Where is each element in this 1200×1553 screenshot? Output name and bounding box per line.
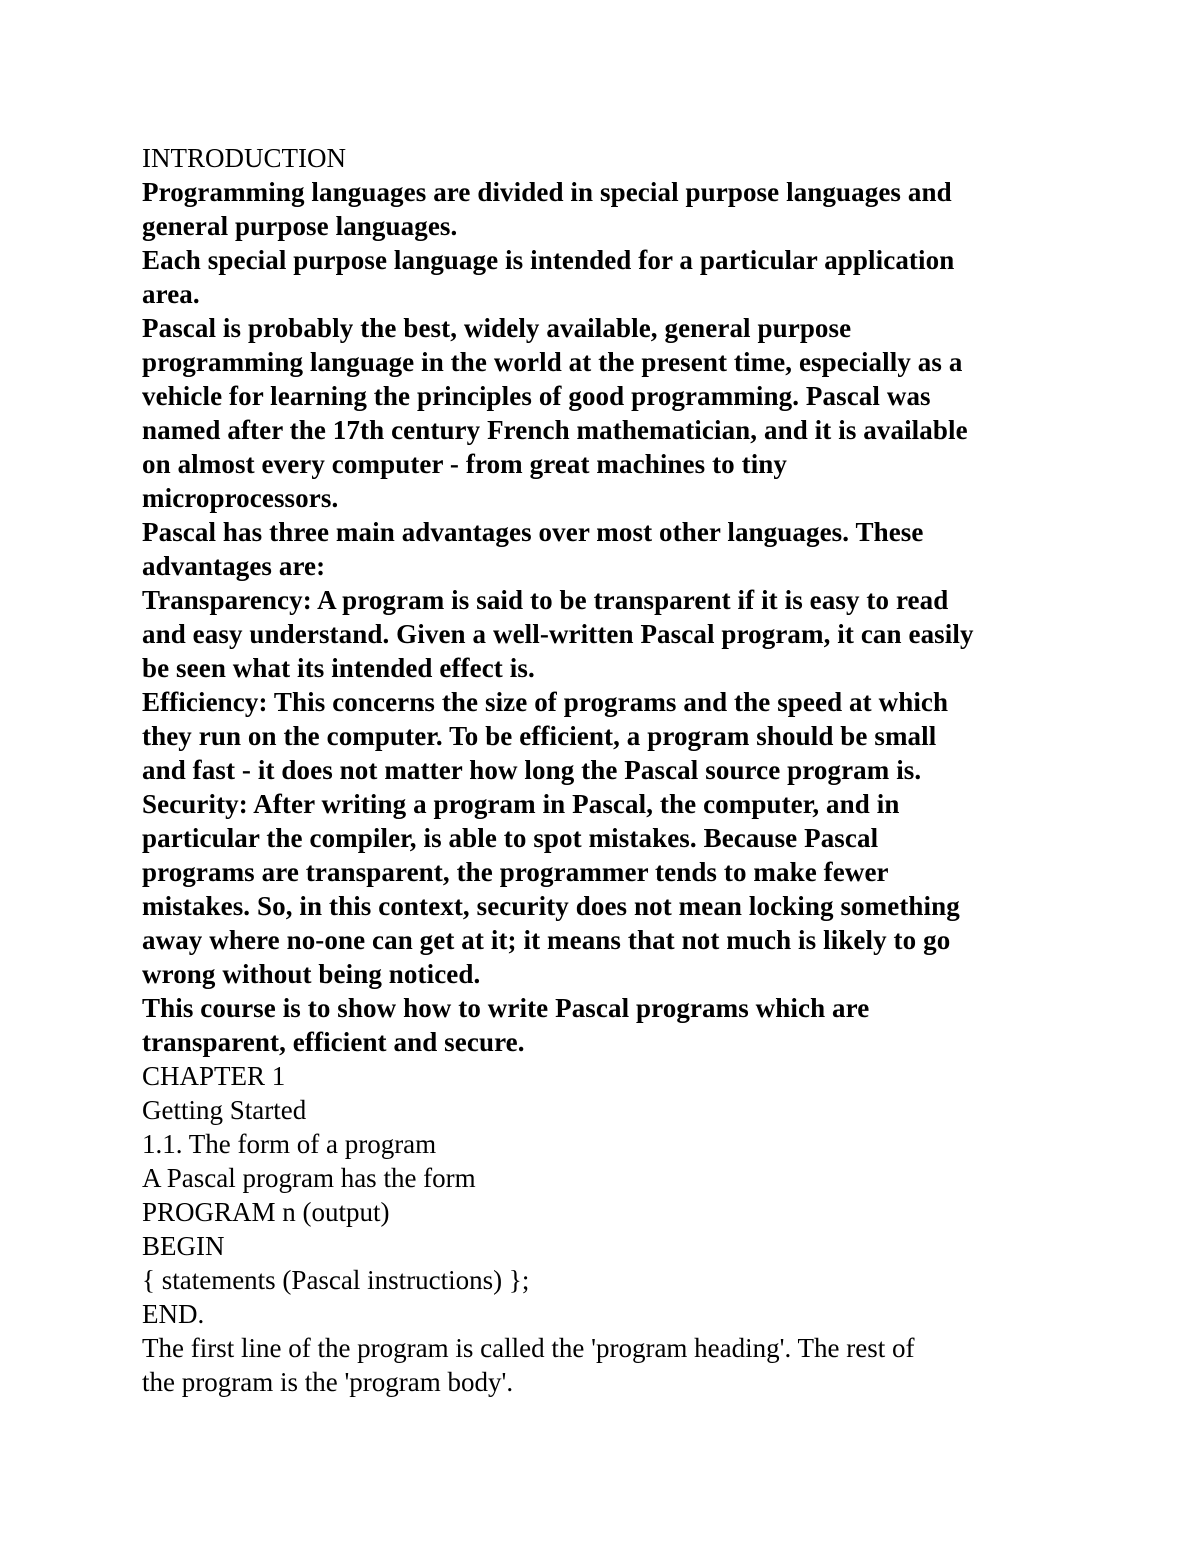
intro-line: Transparency: A program is said to be transparent if it is easy to read (142, 585, 949, 615)
intro-line: area. (142, 279, 200, 309)
intro-line: general purpose languages. (142, 211, 458, 241)
intro-line: named after the 17th century French mathematician, and it is available (142, 415, 968, 445)
intro-line: vehicle for learning the principles of good programming. Pascal was (142, 381, 931, 411)
intro-line: on almost every computer - from great machines to tiny (142, 449, 788, 479)
section-heading: 1.1. The form of a program (142, 1129, 437, 1159)
intro-line: mistakes. So, in this context, security does not mean locking something (142, 891, 960, 921)
chapter-line: the program is the 'program body'. (142, 1367, 514, 1397)
intro-line: Programming languages are divided in special purpose languages and (142, 177, 952, 207)
intro-line: Each special purpose language is intended for a particular application (142, 245, 955, 275)
intro-line: particular the compiler, is able to spot mistakes. Because Pascal (142, 823, 879, 853)
intro-line: and fast - it does not matter how long the Pascal source program is. (142, 755, 922, 785)
intro-line: they run on the computer. To be efficient, a program should be small (142, 721, 937, 751)
intro-line: microprocessors. (142, 483, 339, 513)
intro-line: Pascal is probably the best, widely available, general purpose (142, 313, 852, 343)
intro-heading: INTRODUCTION (142, 143, 346, 173)
code-line: END. (142, 1299, 205, 1329)
intro-body (142, 175, 1142, 1059)
chapter-line: The first line of the program is called the 'program heading'. The rest of (142, 1333, 915, 1363)
intro-line: Pascal has three main advantages over most other languages. These (142, 517, 924, 547)
intro-line: wrong without being noticed. (142, 959, 481, 989)
intro-line: programming language in the world at the present time, especially as a (142, 347, 963, 377)
code-line: BEGIN (142, 1231, 225, 1261)
code-line: PROGRAM n (output) (142, 1197, 390, 1227)
intro-line: away where no-one can get at it; it means that not much is likely to go (142, 925, 951, 955)
chapter-title: Getting Started (142, 1095, 307, 1125)
intro-line: advantages are: (142, 551, 326, 581)
chapter-heading: CHAPTER 1 (142, 1061, 286, 1091)
intro-line: be seen what its intended effect is. (142, 653, 535, 683)
chapter-body (142, 1059, 1142, 1399)
code-line: { statements (Pascal instructions) }; (142, 1265, 530, 1295)
intro-line: Efficiency: This concerns the size of programs and the speed at which (142, 687, 949, 717)
intro-line: transparent, efficient and secure. (142, 1027, 525, 1057)
intro-line: programs are transparent, the programmer tends to make fewer (142, 857, 889, 887)
intro-line: Security: After writing a program in Pascal, the computer, and in (142, 789, 900, 819)
intro-line: This course is to show how to write Pascal programs which are (142, 993, 870, 1023)
chapter-line: A Pascal program has the form (142, 1163, 476, 1193)
intro-line: and easy understand. Given a well-written Pascal program, it can easily (142, 619, 974, 649)
document-page (142, 141, 1142, 1399)
